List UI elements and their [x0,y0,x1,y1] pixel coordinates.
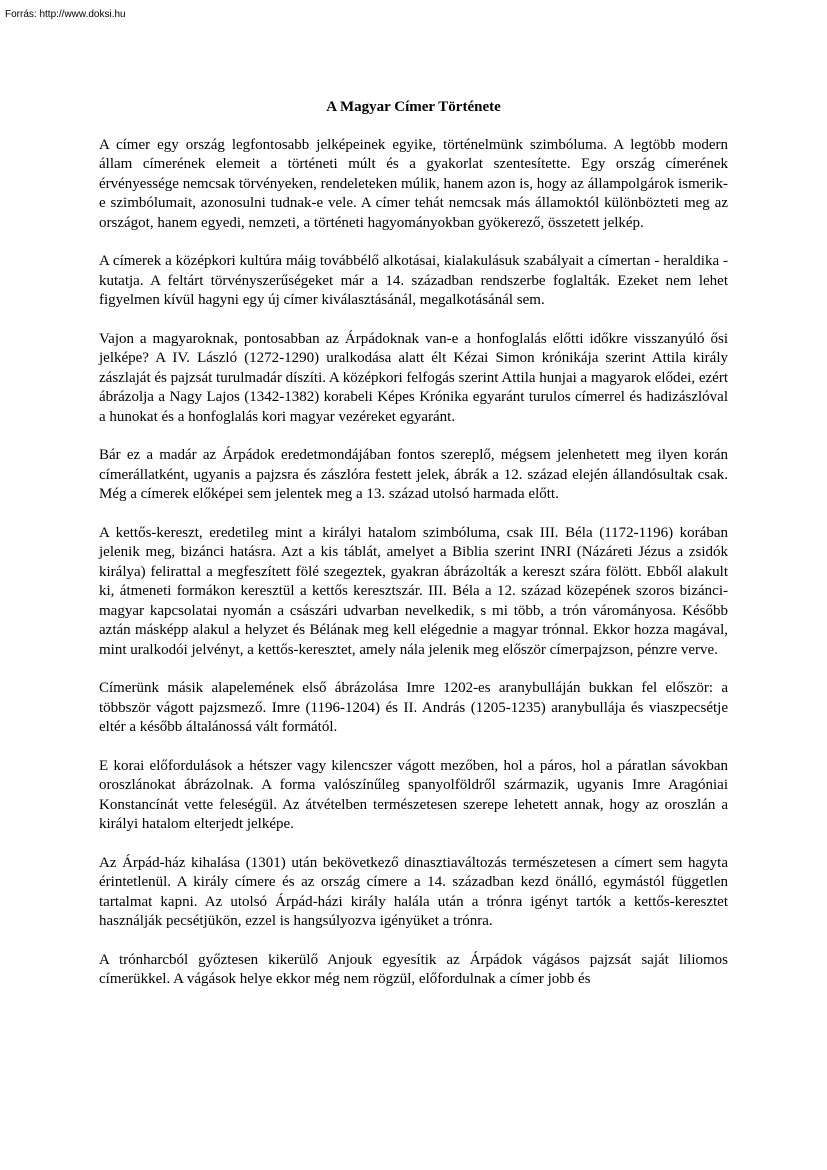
paragraph: Az Árpád-ház kihalása (1301) után bekövetkező dinasztiaváltozás természetesen a címert sem hagyta érintetlenül. A király címere és az ország címere a 14. században kezd önálló, egymástól független tartalmat kapni. Az utolsó Árpád-házi király halála után a trónra igényt tartók a kettős-keresztet használják pecsétjükön, ezzel is hangsúlyozva igényüket a trónra. [99,854,728,930]
paragraph: A címer egy ország legfontosabb jelképeinek egyike, történelmünk szimbóluma. A legtöbb modern állam címerének elemeit a történeti múlt és a gyakorlat szentesítette. Egy ország címerének érvényessége nemcsak törvényeken, rendeleteken múlik, hanem azon is, hogy az állampolgárok ismerik-e szimbólumait, azonosulni tudnak-e vele. A címer tehát nemcsak más államoktól különbözteti meg az országot, hanem egyedi, nemzeti, a történeti hagyományokban gyökerező, összetett jelkép. [99,137,728,231]
paragraph: Vajon a magyaroknak, pontosabban az Árpádoknak van-e a honfoglalás előtti időkre visszanyúló ősi jelképe? A IV. László (1272-1290) uralkodása alatt élt Kézai Simon krónikája szerint Attila király zászlaját és pajzsát turulmadár díszíti. A középkori felfogás szerint Attila hunjai a magyarok elődei, ezért ábrázolja a Nagy Lajos (1342-1382) korabeli Képes Krónika egyaránt turulos címerrel és hadizászlóval a hunokat és a honfoglalás kori magyar vezéreket egyaránt. [99,331,728,425]
paragraph: E korai előfordulások a hétszer vagy kilencszer vágott mezőben, hol a páros, hol a páratlan sávokban oroszlánokat ábrázolnak. A forma valószínűleg spanyolföldről származik, ugyanis Imre Aragóniai Konstancínát vette feleségül. Az átvételben természetesen szerepe lehetett annak, hogy az oroszlán a királyi hatalom elterjedt jelképe. [99,757,728,833]
paragraph: Bár ez a madár az Árpádok eredetmondájában fontos szereplő, mégsem jelenhetett meg ilyen korán címerállatként, ugyanis a pajzsra és zászlóra festett jelek, ábrák a 12. század elején állandósultak csak. Még a címerek előképei sem jelentek meg a 13. század utolsó harmada előtt. [99,447,728,503]
paragraph: Címerünk másik alapelemének első ábrázolása Imre 1202-es aranybulláján bukkan fel először: a többször vágott pajzsmező. Imre (1196-1204) és II. András (1205-1235) aranybullája és viaszpecsétje eltér a később általánossá vált formától. [99,680,728,736]
paragraph: A kettős-kereszt, eredetileg mint a királyi hatalom szimbóluma, csak III. Béla (1172-1196) korában jelenik meg, bizánci hatásra. Azt a kis táblát, amelyet a Biblia szerint INRI (Názáreti Jézus a zsidók királya) felirattal a megfeszített fölé szegeztek, gyakran ábrázolták a kereszt szára fölött. Ebből alakult ki, átmeneti formákon keresztül a kettős keresztszár. III. Béla a 12. század közepének szoros bizánci-magyar kapcsolatai nyomán a császári udvarban nevelkedik, s mi több, a trón várományosa. Később aztán másképp alakul a helyzet és Bélának meg kell elégednie a magyar trónnal. Ekkor hozza magával, mint uralkodói jelvényt, a kettős-keresztet, amely nála jelenik meg először címerpajzson, pénzre verve. [99,525,728,658]
document-body [99,136,728,990]
page-title: A Magyar Címer Története [326,99,501,115]
paragraph: A címerek a középkori kultúra máig továbbélő alkotásai, kialakulásuk szabályait a címertan - heraldika - kutatja. A feltárt törvényszerűségeket már a 14. században rendszerbe foglalták. Ezeket nem lehet figyelmen kívül hagyni egy új címer kiválasztásánál, megalkotásánál sem. [99,253,728,309]
source-label: Forrás: http://www.doksi.hu [5,9,126,20]
paragraph: A trónharcból győztesen kikerülő Anjouk egyesítik az Árpádok vágásos pajzsát saját liliomos címerükkel. A vágások helye ekkor még nem rögzül, előfordulnak a címer jobb és [99,951,728,988]
